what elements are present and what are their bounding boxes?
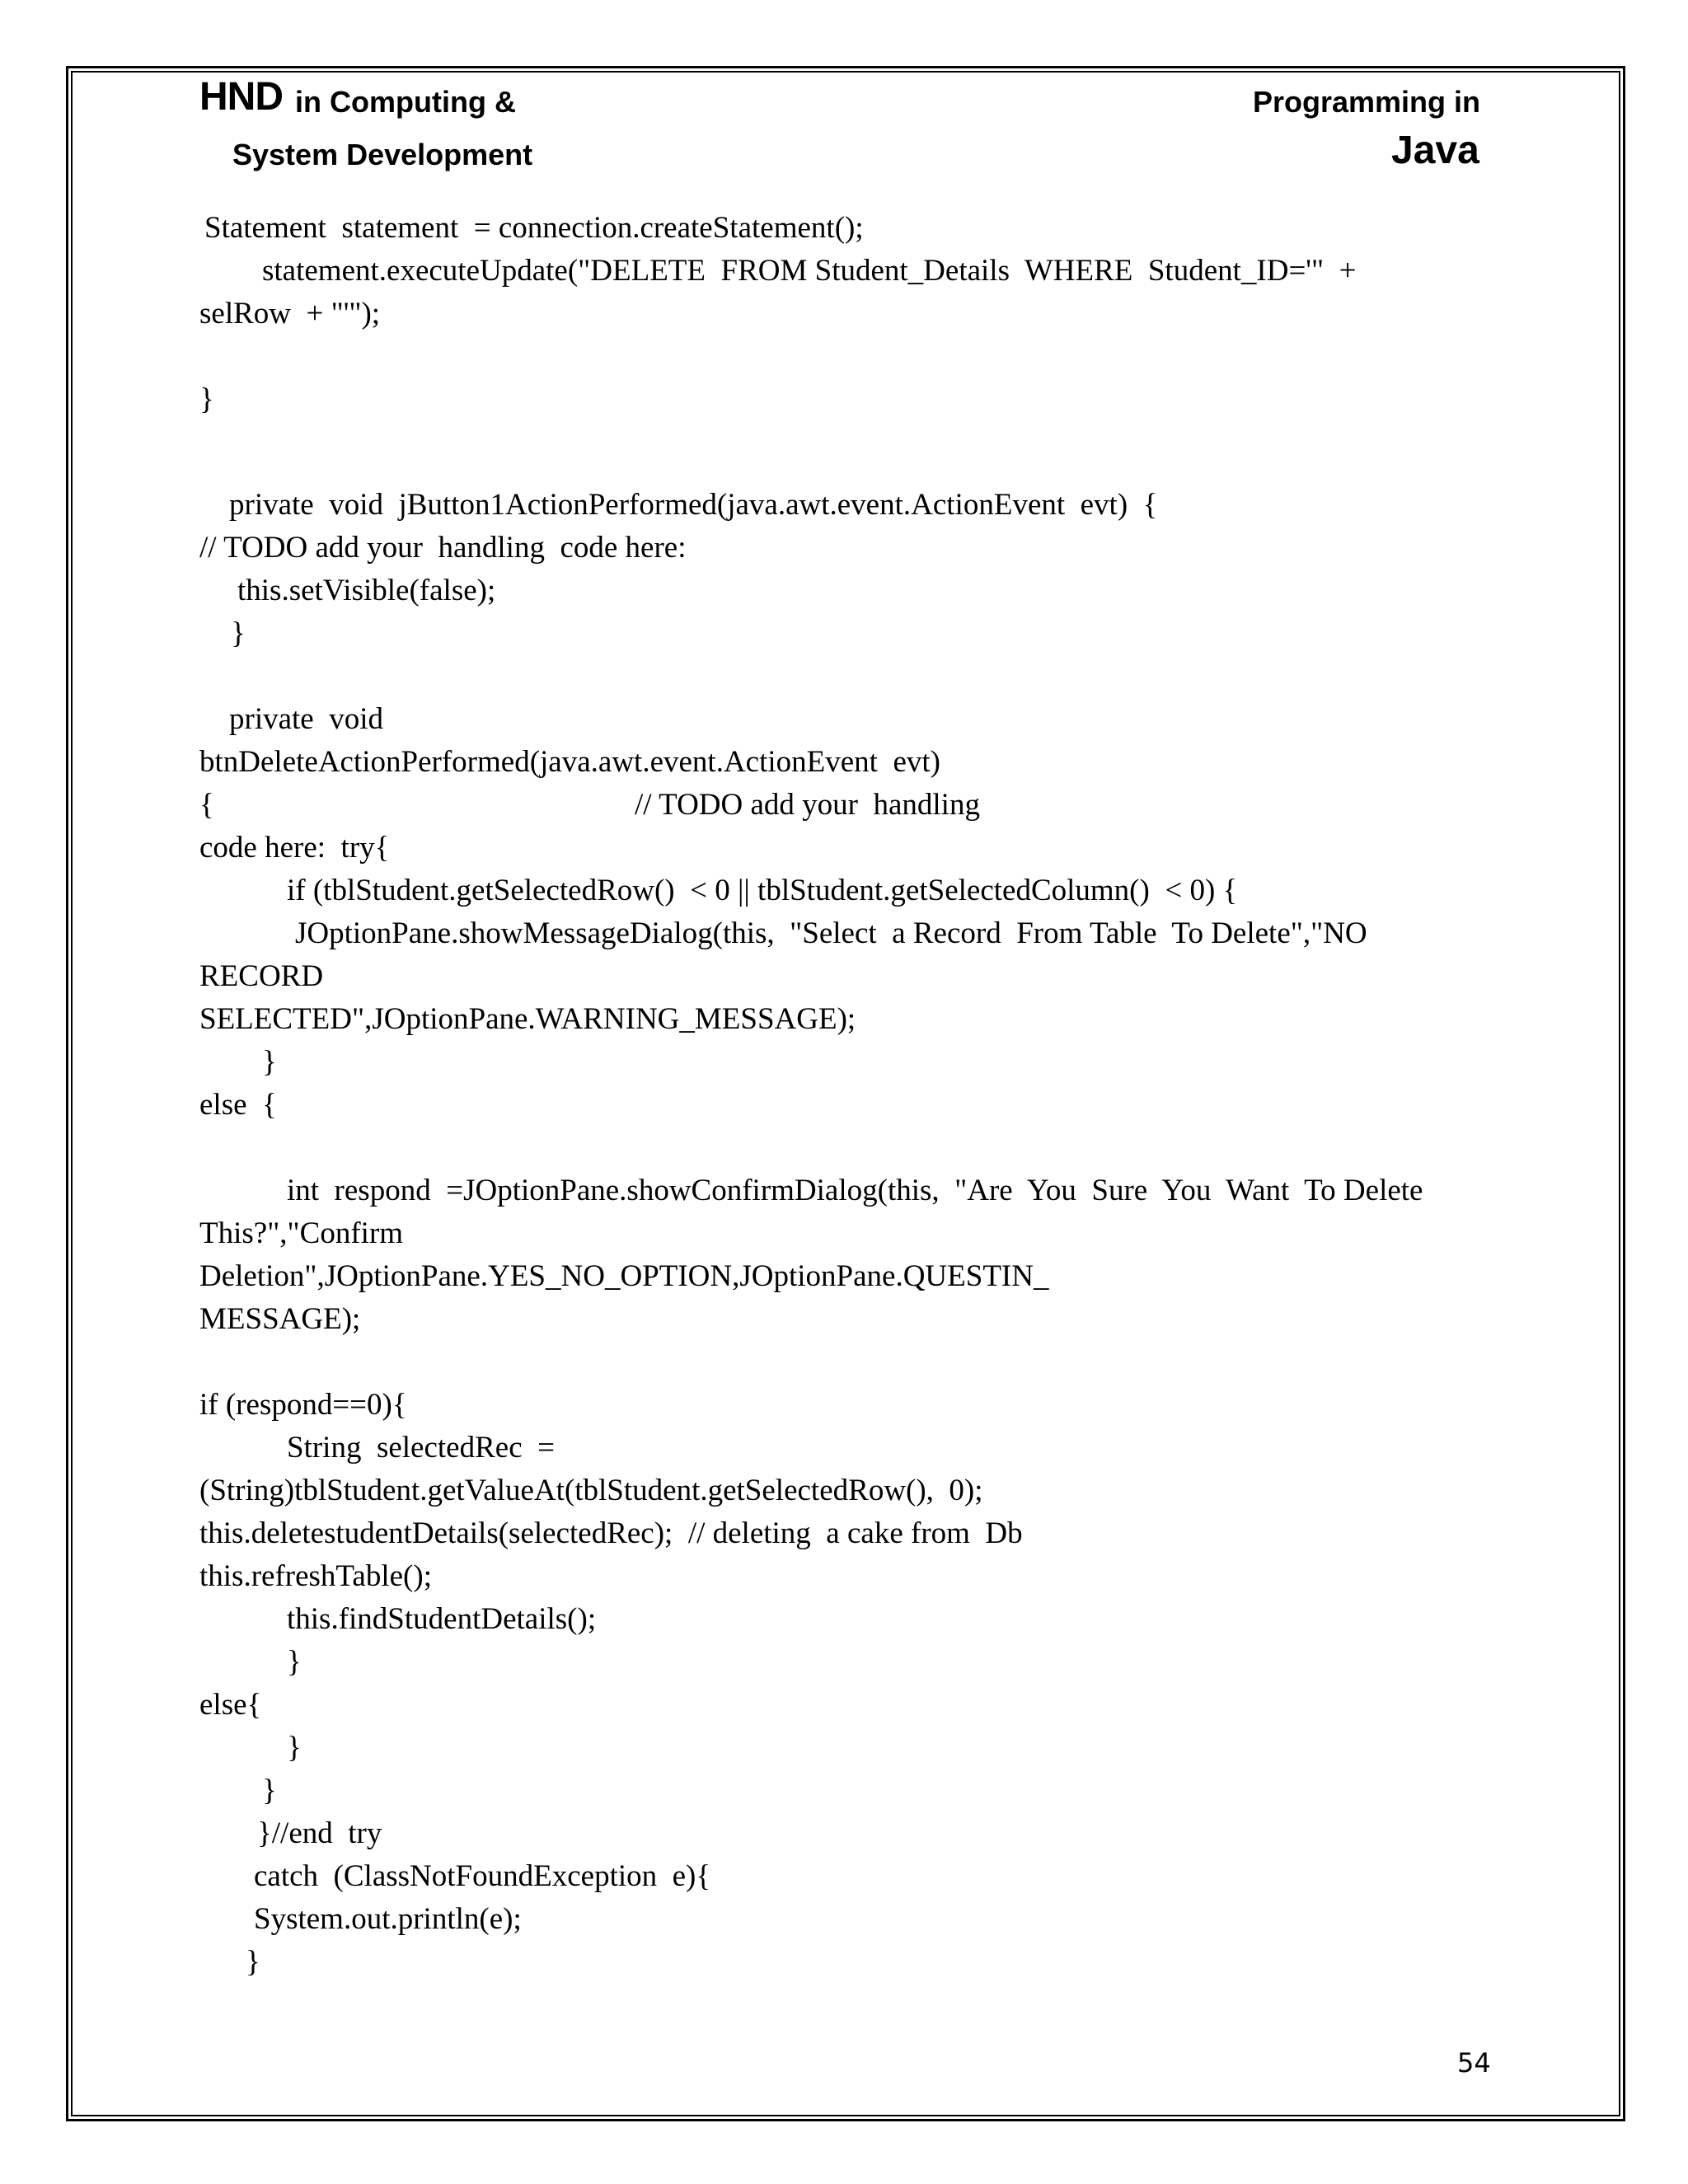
header-system-development: System Development — [232, 138, 533, 171]
code-line: Statement statement = connection.createStatement(); — [204, 211, 864, 245]
code-line: this.refreshTable(); — [199, 1559, 432, 1593]
code-line: JOptionPane.showMessageDialog(this, "Select a Record From Table To Delete","NO — [295, 916, 1367, 950]
code-line: This?","Confirm — [199, 1216, 404, 1250]
code-line: String selectedRec = — [287, 1431, 555, 1465]
code-line: (String)tblStudent.getValueAt(tblStudent.getSelectedRow(), 0); — [199, 1474, 983, 1507]
page-border-inner — [71, 71, 1620, 2116]
code-line: catch (ClassNotFoundException e){ — [254, 1859, 711, 1893]
code-line: } — [262, 1045, 277, 1079]
header-programming-in: Programming in — [1253, 85, 1481, 119]
code-line: if (respond==0){ — [199, 1388, 407, 1422]
code-line: } — [199, 382, 214, 416]
code-line: // TODO add your handling — [635, 788, 980, 822]
header-in-computing: in Computing & — [295, 85, 516, 119]
page-number: 54 — [1457, 2047, 1491, 2079]
code-line: private void — [229, 702, 384, 736]
code-line: this.setVisible(false); — [237, 574, 496, 607]
code-line: { — [199, 788, 214, 822]
code-line: this.findStudentDetails(); — [287, 1602, 597, 1636]
code-line: RECORD — [199, 959, 324, 993]
code-line: } — [231, 616, 246, 650]
code-line: } — [287, 1731, 302, 1765]
code-line: MESSAGE); — [199, 1302, 361, 1336]
code-line: else { — [199, 1088, 277, 1122]
code-line: private void jButton1ActionPerformed(java.awt.event.ActionEvent evt) { — [229, 488, 1158, 522]
code-line: int respond =JOptionPane.showConfirmDialog(this, "Are You Sure You Want To Delete — [287, 1174, 1423, 1207]
code-line: } — [262, 1774, 277, 1807]
code-line: Deletion",JOptionPane.YES_NO_OPTION,JOptionPane.QUESTIN_ — [199, 1259, 1049, 1293]
code-line: code here: try{ — [199, 831, 390, 865]
code-line: }//end try — [257, 1816, 382, 1850]
code-line: btnDeleteActionPerformed(java.awt.event.ActionEvent evt) — [199, 745, 940, 779]
code-line: else{ — [199, 1688, 262, 1722]
header-java: Java — [1391, 129, 1479, 172]
header-hnd: HND — [199, 75, 283, 119]
code-line: // TODO add your handling code here: — [199, 531, 687, 565]
code-line: } — [246, 1945, 260, 1979]
code-line: selRow + "'"); — [199, 297, 381, 330]
code-line: statement.executeUpdate("DELETE FROM Student_Details WHERE Student_ID='" + — [262, 254, 1357, 288]
code-line: this.deletestudentDetails(selectedRec); // deleting a cake from Db — [199, 1516, 1023, 1550]
code-line: if (tblStudent.getSelectedRow() < 0 || tblStudent.getSelectedColumn() < 0) { — [287, 874, 1238, 907]
code-line: System.out.println(e); — [254, 1902, 522, 1936]
code-line: } — [287, 1645, 302, 1679]
code-line: SELECTED",JOptionPane.WARNING_MESSAGE); — [199, 1002, 856, 1036]
